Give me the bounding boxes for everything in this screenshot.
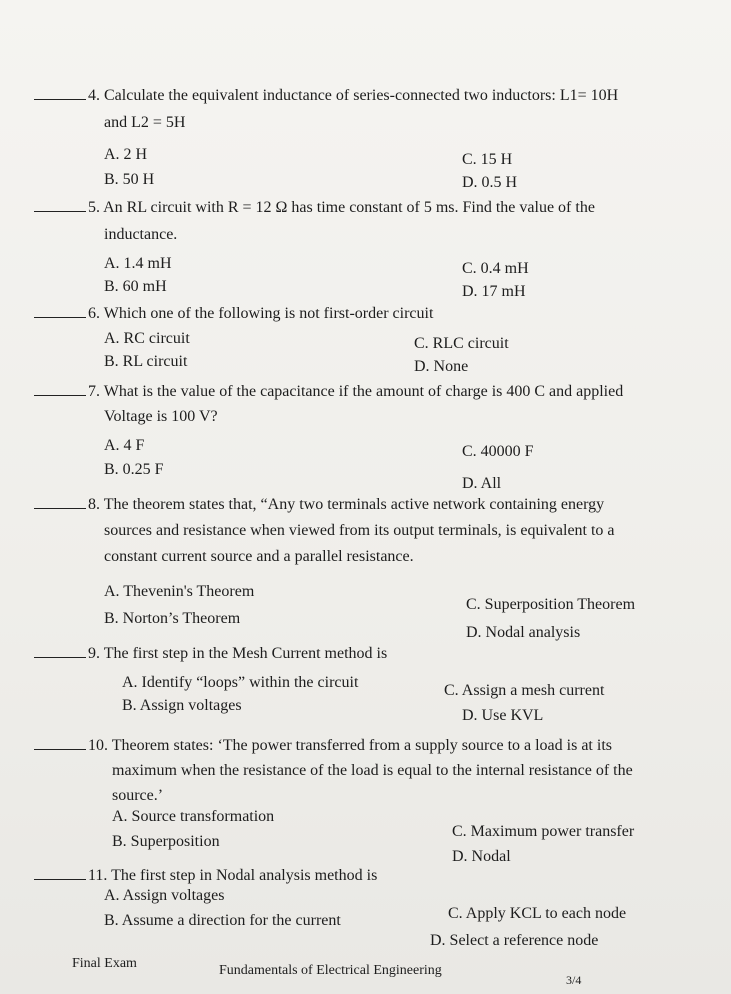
option-a: A. Source transformation — [112, 808, 275, 825]
option-d: D. Nodal analysis — [466, 624, 581, 641]
question-text: 9. The first step in the Mesh Current method is — [88, 645, 388, 662]
question-stem — [88, 644, 695, 664]
answer-blank — [34, 879, 86, 880]
option-a: A. 1.4 mH — [104, 255, 172, 272]
answer-blank — [34, 395, 86, 396]
option-c: C. Maximum power transfer — [452, 823, 635, 840]
option-d: D. 0.5 H — [462, 174, 518, 191]
question-text: 8. The theorem states that, “Any two terminals active network containing energy — [88, 496, 605, 513]
answer-blank — [34, 657, 86, 658]
question-stem — [88, 382, 695, 402]
option-d: D. Select a reference node — [430, 932, 599, 949]
option-c: C. Superposition Theorem — [466, 596, 636, 613]
footer-exam-label: Final Exam — [72, 956, 137, 971]
question-stem — [88, 866, 695, 886]
option-d: D. 17 mH — [462, 283, 526, 300]
question-text: 4. Calculate the equivalent inductance of series-connected two inductors: L1= 10H — [88, 87, 619, 104]
question-text: 10. Theorem states: ‘The power transferred from a supply source to a load is at its — [88, 737, 612, 754]
option-b: B. Assume a direction for the current — [104, 912, 341, 929]
option-c: C. 0.4 mH — [462, 260, 529, 277]
option-b: B. Superposition — [112, 833, 220, 850]
option-c: C. Apply KCL to each node — [448, 905, 627, 922]
question-text: 5. An RL circuit with R = 12 Ω has time constant of 5 ms. Find the value of the — [88, 199, 595, 216]
question-text-cont: and L2 = 5H — [104, 114, 186, 131]
option-b: B. 50 H — [104, 171, 155, 188]
question-text: 6. Which one of the following is not first-order circuit — [88, 305, 434, 322]
option-b: B. RL circuit — [104, 353, 188, 370]
footer-page-number: 3/4 — [566, 973, 582, 987]
option-a: A. RC circuit — [104, 330, 190, 347]
question-stem — [88, 736, 695, 756]
question-text-cont: constant current source and a parallel resistance. — [104, 548, 414, 565]
option-a: A. Assign voltages — [104, 887, 225, 904]
answer-blank — [34, 99, 86, 100]
question-text: 7. What is the value of the capacitance if the amount of charge is 400 C and applied — [88, 383, 624, 400]
option-c: C. RLC circuit — [414, 335, 509, 352]
question-text-cont: maximum when the resistance of the load is equal to the internal resistance of the — [112, 762, 633, 779]
question-stem — [88, 495, 695, 515]
option-a: A. 4 F — [104, 437, 145, 454]
option-a: A. Identify “loops” within the circuit — [122, 674, 359, 691]
option-d: D. Use KVL — [462, 707, 544, 724]
answer-blank — [34, 749, 86, 750]
footer-course-title: Fundamentals of Electrical Engineering — [219, 963, 442, 978]
question-text-cont: source.’ — [112, 787, 164, 804]
answer-blank — [34, 508, 86, 509]
answer-blank — [34, 211, 86, 212]
answer-blank — [34, 317, 86, 318]
option-b: B. Norton’s Theorem — [104, 610, 241, 627]
question-stem — [88, 198, 695, 218]
question-text: 11. The first step in Nodal analysis method is — [88, 867, 378, 884]
option-b: B. 60 mH — [104, 278, 167, 295]
option-d: D. Nodal — [452, 848, 511, 865]
option-c: C. 40000 F — [462, 443, 534, 460]
question-text-cont: sources and resistance when viewed from its output terminals, is equivalent to a — [104, 522, 615, 539]
option-d: D. All — [462, 475, 502, 492]
option-a: A. Thevenin's Theorem — [104, 583, 255, 600]
question-text-cont: Voltage is 100 V? — [104, 408, 218, 425]
option-a: A. 2 H — [104, 146, 148, 163]
option-c: C. 15 H — [462, 151, 513, 168]
question-stem — [88, 304, 695, 324]
option-c: C. Assign a mesh current — [444, 682, 605, 699]
question-stem — [88, 86, 695, 106]
option-b: B. 0.25 F — [104, 461, 164, 478]
option-b: B. Assign voltages — [122, 697, 242, 714]
question-text-cont: inductance. — [104, 226, 178, 243]
option-d: D. None — [414, 358, 469, 375]
